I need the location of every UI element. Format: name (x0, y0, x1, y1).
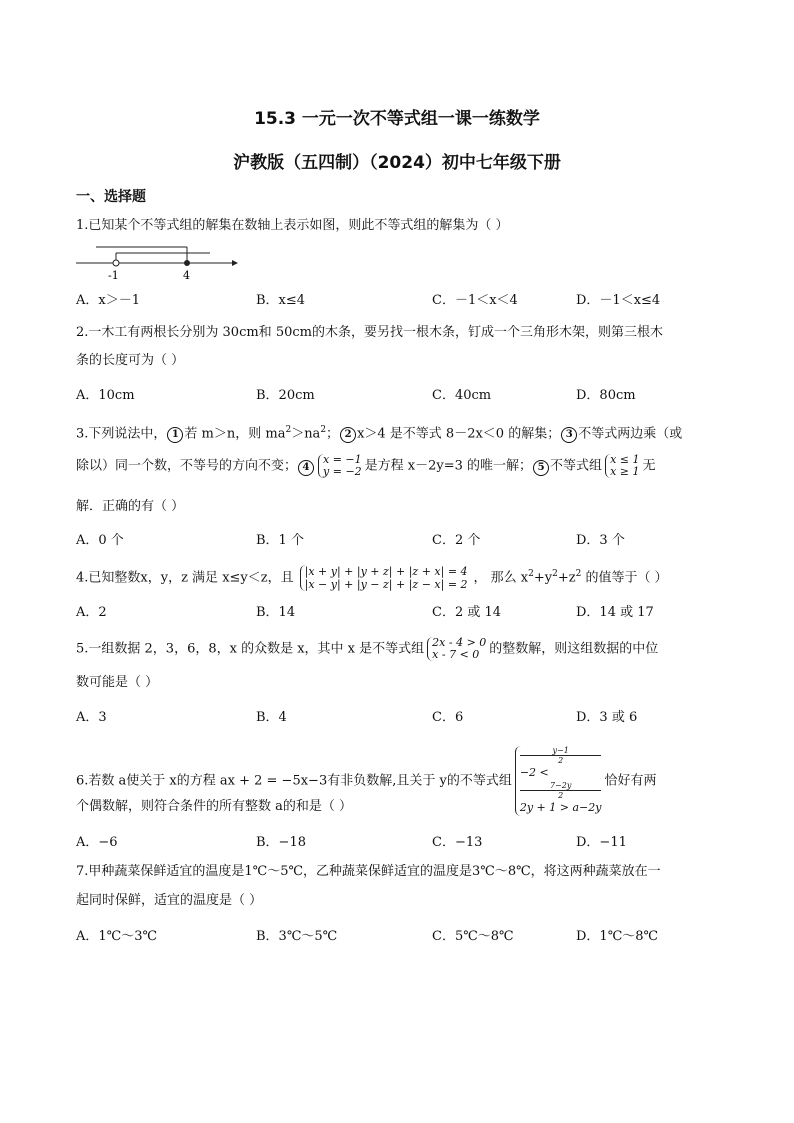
superscript: 2 (285, 425, 292, 435)
circled-number-3: 3 (561, 427, 577, 443)
q4-text-b: ， 那么 x (473, 570, 529, 586)
option-c[interactable]: C．40cm (432, 388, 492, 403)
absolute-value-system: |x + y| + |y + z| + |z + x| = 4 |x − y| + |y − z| + |z − x| = 2 (300, 565, 468, 591)
q3-intro: 3.下列说法中， (76, 426, 167, 442)
option-d[interactable]: D．14 或 17 (576, 605, 654, 620)
option-c[interactable]: C．6 (432, 710, 464, 725)
document-subtitle: 沪教版（五四制）（2024）初中七年级下册 (233, 153, 561, 173)
q6-intro: 6.若数 a使关于 x的方程 ax + 2 = −5x−3有非负数解,且关于 y的不等式组 (76, 773, 512, 789)
q4-intro: 4.已知整数x，y，z 满足 x≤y＜z，且 (76, 570, 294, 586)
q3-statement-5: 不等式组 (550, 458, 603, 474)
question-7-stem-line1: 7.甲种蔬菜保鲜适宜的温度是1℃～5℃，乙种蔬菜保鲜适宜的温度是3℃～8℃，将这两种蔬菜放在一 (76, 864, 661, 879)
inequality-system: 2x - 4 > 0 x - 7 < 0 (427, 637, 486, 661)
q3-statement-5-end: 无 (642, 458, 656, 474)
q3-statement-1a: 若 m＞n，则 ma (184, 426, 286, 442)
question-4-stem: 4.已知整数x，y，z 满足 x≤y＜z，且 |x + y| + |y + z| + |z + x| = 4 |x − y| + |y − z| + |z − x| = 2 ， 那么 $x^2+y^2+z^2$ 的值等于（ ） (76, 564, 668, 591)
question-2-stem-line1: 2.一木工有两根长分别为 30cm和 50cm的木条，要另找一根木条，钉成一个三角形木架，则第三根木 (76, 325, 663, 340)
question-5-options (76, 706, 716, 726)
closed-point (184, 260, 190, 266)
question-5-stem-line2: 数可能是（ ） (76, 675, 159, 690)
option-b[interactable]: B．1 个 (256, 533, 304, 548)
q3-statement-2: x＞4 是不等式 8－2x＜0 的解集； (357, 426, 561, 442)
question-6-stem-line2: 个偶数解，则符合条件的所有整数 a的和是（ ） (76, 799, 353, 814)
option-c[interactable]: C．2 个 (432, 533, 481, 548)
q5-intro: 5.一组数据 2，3，6，8，x 的众数是 x，其中 x 是不等式组 (76, 641, 425, 657)
q4-text-e: 的值等于（ ） (581, 570, 668, 586)
question-2-options (76, 384, 716, 404)
question-3-options (76, 529, 716, 549)
circled-number-2: 2 (340, 427, 356, 443)
option-b[interactable]: B．20cm (256, 388, 315, 403)
open-point (113, 260, 119, 266)
question-2-stem-line2: 条的长度可为（ ） (76, 353, 185, 368)
q3-statement-3: 不等式两边乘（或 (578, 426, 683, 442)
inequality-system: x ≤ 1 x ≥ 1 (605, 454, 639, 478)
q4-text-d: +z (557, 570, 576, 586)
question-4-options (76, 601, 716, 621)
question-3-stem-line1: 3.下列说法中， 1 若 m＞n，则 $ma^2>na^2$； 2 x＞4 是不等式 8－2x＜0 的解集； 3 不等式两边乘（或 (76, 425, 683, 442)
option-d[interactable]: D．－1＜x≤4 (576, 293, 661, 308)
option-b[interactable]: B．3℃～5℃ (256, 929, 338, 944)
question-1-options (76, 289, 716, 309)
option-b[interactable]: B．4 (256, 710, 287, 725)
document-title: 15.3 一元一次不等式组一课一练数学 (254, 109, 540, 129)
option-b[interactable]: B．14 (256, 605, 296, 620)
inequality-system: y−1 2 −2 < 7−2y 2 2y + 1 > a−2y (515, 746, 602, 816)
question-5-stem-line1 (76, 637, 658, 661)
question-7-stem-line2: 起同时保鲜，适宜的温度是（ ） (76, 893, 263, 908)
section-heading: 一、选择题 (76, 189, 146, 205)
superscript: 2 (320, 425, 327, 435)
option-a[interactable]: A．0 个 (76, 533, 124, 548)
question-6-options (76, 831, 716, 851)
option-b[interactable]: B．−18 (256, 835, 306, 850)
q3-statement-1b: ＞na (291, 426, 321, 442)
question-3-stem-line3: 解．正确的有（ ） (76, 499, 185, 514)
option-d[interactable]: D．−11 (576, 835, 627, 850)
option-b[interactable]: B．x≤4 (256, 293, 306, 308)
option-c[interactable]: C．2 或 14 (432, 605, 502, 620)
equation-system: x = −1 y = −2 (318, 454, 362, 478)
q5-text-b: 的整数解，则这组数据的中位 (489, 641, 659, 657)
option-c[interactable]: C．5℃～8℃ (432, 929, 514, 944)
question-7-options (76, 925, 716, 945)
option-d[interactable]: D．1℃～8℃ (576, 929, 659, 944)
q3-statement-3-cont: 除以）同一个数，不等号的方向不变； (76, 458, 298, 474)
question-3-stem-line2 (76, 454, 656, 478)
option-d[interactable]: D．3 个 (576, 533, 625, 548)
option-a[interactable]: A．2 (76, 605, 107, 620)
tick-label-left: -1 (108, 269, 119, 282)
q6-text-b: 恰好有两 (604, 773, 657, 789)
circled-number-1: 1 (167, 427, 183, 443)
option-c[interactable]: C．−13 (432, 835, 483, 850)
option-a[interactable]: A．10cm (76, 388, 135, 403)
number-line-figure (76, 241, 246, 283)
circled-number-5: 5 (533, 460, 549, 476)
circled-number-4: 4 (298, 460, 314, 476)
option-a[interactable]: A．1℃～3℃ (76, 929, 158, 944)
option-a[interactable]: A．3 (76, 710, 107, 725)
option-d[interactable]: D．3 或 6 (576, 710, 638, 725)
question-1-stem: 1.已知某个不等式组的解集在数轴上表示如图，则此不等式组的解集为（ ） (76, 218, 509, 233)
q3-statement-4: 是方程 x－2y=3 的唯一解； (364, 458, 533, 474)
option-a[interactable]: A．−6 (76, 835, 118, 850)
tick-label-right: 4 (183, 269, 190, 282)
option-d[interactable]: D．80cm (576, 388, 636, 403)
option-a[interactable]: A．x＞－1 (76, 293, 140, 308)
option-c[interactable]: C．－1＜x＜4 (432, 293, 518, 308)
q4-text-c: +y (533, 570, 553, 586)
